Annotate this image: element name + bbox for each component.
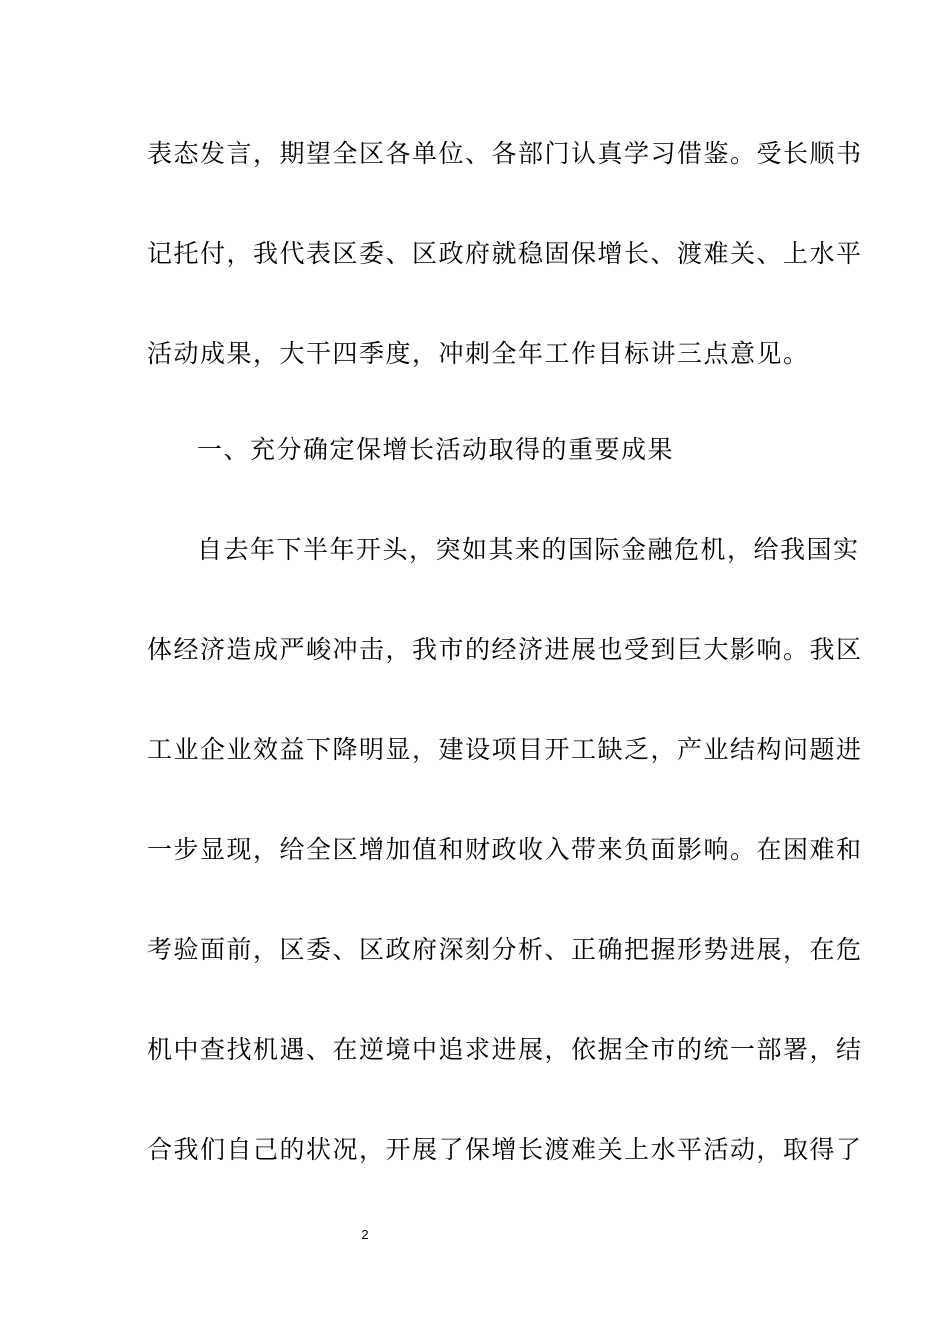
text-line: 机中查找机遇、在逆境中追求进展，依据全市的统一部署，结 (147, 1035, 863, 1064)
text-line: 表态发言，期望全区各单位、各部门认真学习借鉴。受长顺书 (147, 139, 863, 168)
text-line: 一步显现，给全区增加值和财政收入带来负面影响。在困难和 (147, 835, 863, 864)
text-line: 记托付，我代表区委、区政府就稳固保增长、渡难关、上水平 (147, 239, 863, 268)
text-line: 合我们自己的状况，开展了保增长渡难关上水平活动，取得了 (147, 1135, 863, 1164)
section-heading: 一、充分确定保增长活动取得的重要成果 (197, 435, 675, 464)
text-line: 工业企业效益下降明显，建设项目开工缺乏，产业结构问题进 (147, 735, 863, 764)
page-number: 2 (361, 1227, 369, 1242)
text-line: 考验面前，区委、区政府深刻分析、正确把握形势进展，在危 (147, 935, 863, 964)
text-line: 自去年下半年开头，突如其来的国际金融危机，给我国实 (197, 535, 860, 564)
text-line: 活动成果，大干四季度，冲刺全年工作目标讲三点意见。 (147, 339, 810, 368)
text-line: 体经济造成严峻冲击，我市的经济进展也受到巨大影响。我区 (147, 635, 863, 664)
